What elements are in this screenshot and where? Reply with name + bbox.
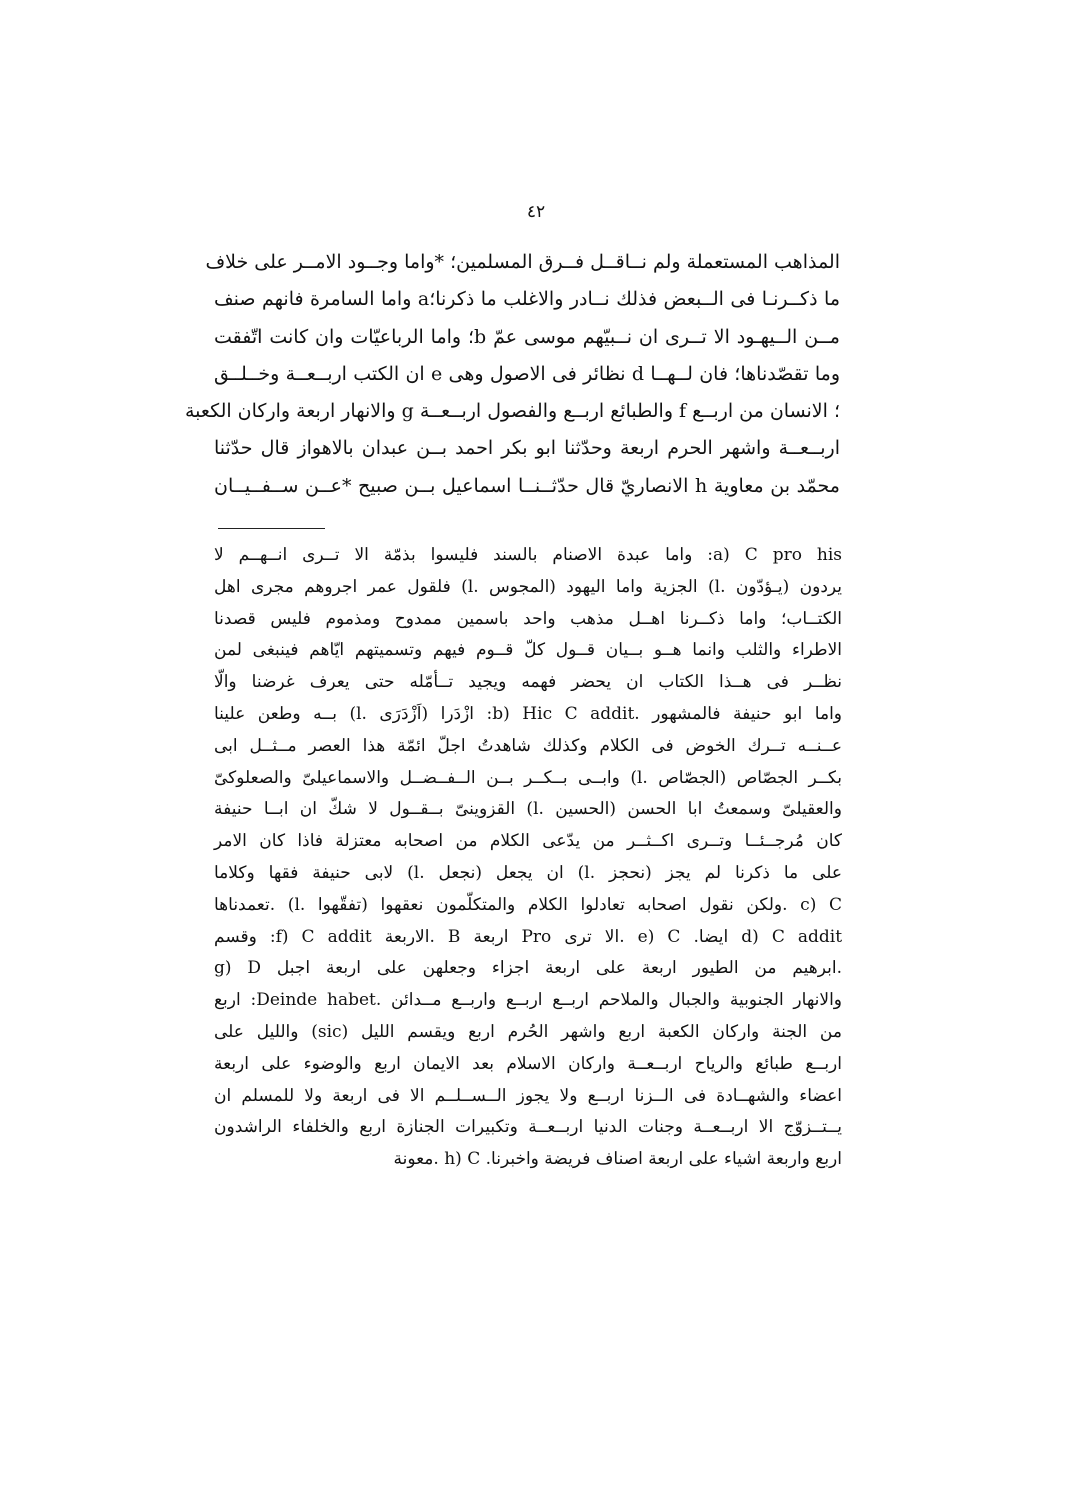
footnote-line: والانهار الجنوبية والجبال والملاحم اربــع اربــع واربــع مــدائن .Deinde habet: اربع <box>214 990 843 1011</box>
footnote-line: الكتــاب؛ واما ذكــرنا اهــل مذهب واحد باسمين ممدوح ومذموم فليس قصدنا <box>214 608 842 629</box>
footnote-divider <box>218 528 325 529</box>
footnote-line: اربــع طبائع والرياح اربــعــة واركان الاسلام بعد الايمان اربع والوضوء على اربعة <box>214 1053 842 1074</box>
page-number: ٤٢ <box>526 202 546 222</box>
footnote-line: a) C pro his: واما عبدة الاصنام بالسند فليسوا بذمّة الا تــرى انــهــم لا <box>214 545 842 565</box>
footnote-line: يردون (يـؤدّون .l) الجزية واما اليهود (المجوس .l) فلقول عمر اجروهم مجرى اهل <box>214 576 843 597</box>
footnote-line: .ابرهيم من الطيور اربعة على اربعة اجزاء وجعلهن على اربعة اجبل g) D <box>214 958 842 979</box>
footnote-line: الاطراء والثلب وانما هــو بــيان قــول كلّ قــوم فيهم وتسميتهم ايّاهم فينبغى لمن <box>214 640 842 661</box>
footnote-line: نظــر فى هــذا الكتاب ان يحضر فهمه ويجيد تــأمّله حتى يعرف غرضنا والّا <box>214 672 842 693</box>
footnote-line: واما ابو حنيفة فالمشهور .b) Hic C addit: ازْدَرا (اَزْدَرَى .l) بــه وطعن علينا <box>214 703 842 724</box>
main-text-line: وما تقصّدناها؛ فان لــهــا d نظائر فى الاصول وهى e ان الكتب اربــعــة وخــلــق <box>214 362 840 385</box>
footnote-line: كان مُرجــئــا وتــرى اكــثــر من يدّعى الكلام من اصحابه معتزلة فاذا كان الامر <box>214 831 842 852</box>
main-text-block <box>184 244 840 505</box>
main-text-line: المذاهب المستعملة ولم نــاقــل فــرق المسلمين؛ *واما وجــود الامــر على خلاف <box>205 251 840 273</box>
main-text-line: ؛ الانسان من اربــع f والطبائع اربــع والفصول اربــعــة g والانهار اربعة واركان الكعبة <box>184 400 840 423</box>
footnote-line: d) C addit ايضا. e) C .الا ترى Pro اربعة B .الاربعة f) C addit: وقسم <box>214 926 843 947</box>
footnote-line: عــنــه تــرك الخوض فى الكلام وكذلك شاهدتُ اجلّ ائمّة هذا العصر مــثــل ابى <box>214 735 842 756</box>
footnotes-block <box>214 540 842 1176</box>
footnote-line: c) C .ولكن نقول اصحابه تعادلوا الكلام والمتكلّمون نعقهوا (تفقّهوا .l) .تعمدناها <box>214 894 842 915</box>
footnote-line: اربع واربعة اشياء على اربعة اصناف فريضة واخبرنا. h) C .معونة <box>393 1149 842 1170</box>
footnote-line: اعضاء والشهــادة فى الــزنا اربــع ولا يجوز الــســلــم الا فى اربعة ولا للمسلم ان <box>214 1085 842 1106</box>
main-text-line: محمّد بن معاوية h الانصاريّ قال حدّثــنــا اسماعيل بــن صبيح *عــن ســفــيــان <box>214 474 840 497</box>
footnote-line: على ما ذكرنا لم يجز (نحجز .l) ان يجعل (نجعل .l) لابى حنيفة فقها وكلاما <box>214 862 842 883</box>
main-text-line: مــن الــيهـود الا تــرى ان نــبيّهم موسى عمّ b؛ واما الرباعيّات وان كانت اتّفقت <box>214 325 840 348</box>
footnote-line: والعقيلىّ وسمعتُ ابا الحسن (الحسين .l) القزوينىّ بــقــول لا شكّ ان ابــا حنيفة <box>214 799 842 820</box>
footnote-line: من الجنة واركان الكعبة اربع واشهر الحُرم اربع ويقسم الليل (sic) والليل على <box>214 1021 842 1042</box>
footnote-line: بكــر الجصّاص (الجصّاص .l) وابــى بــكــر بــن الــفــضــل والاسماعيلىّ والصعلوكىّ <box>214 767 842 788</box>
main-text-line: اربــعــة واشهر الحرم اربعة وحدّثنا ابو بكر احمد بــن عبدان بالاهواز قال حدّثنا <box>214 437 840 460</box>
footnote-line: يــتــزوّج الا اربــعــة وجنات الدنيا اربــعــة وتكبيرات الجنازة اربع والخلفاء الراشدون <box>214 1117 842 1138</box>
main-text-line: ما ذكــرنـا فى الــبعض فذلك نــادر والاغلب ما ذكرنا؛a واما السامرة فانهم صنف <box>214 288 840 311</box>
